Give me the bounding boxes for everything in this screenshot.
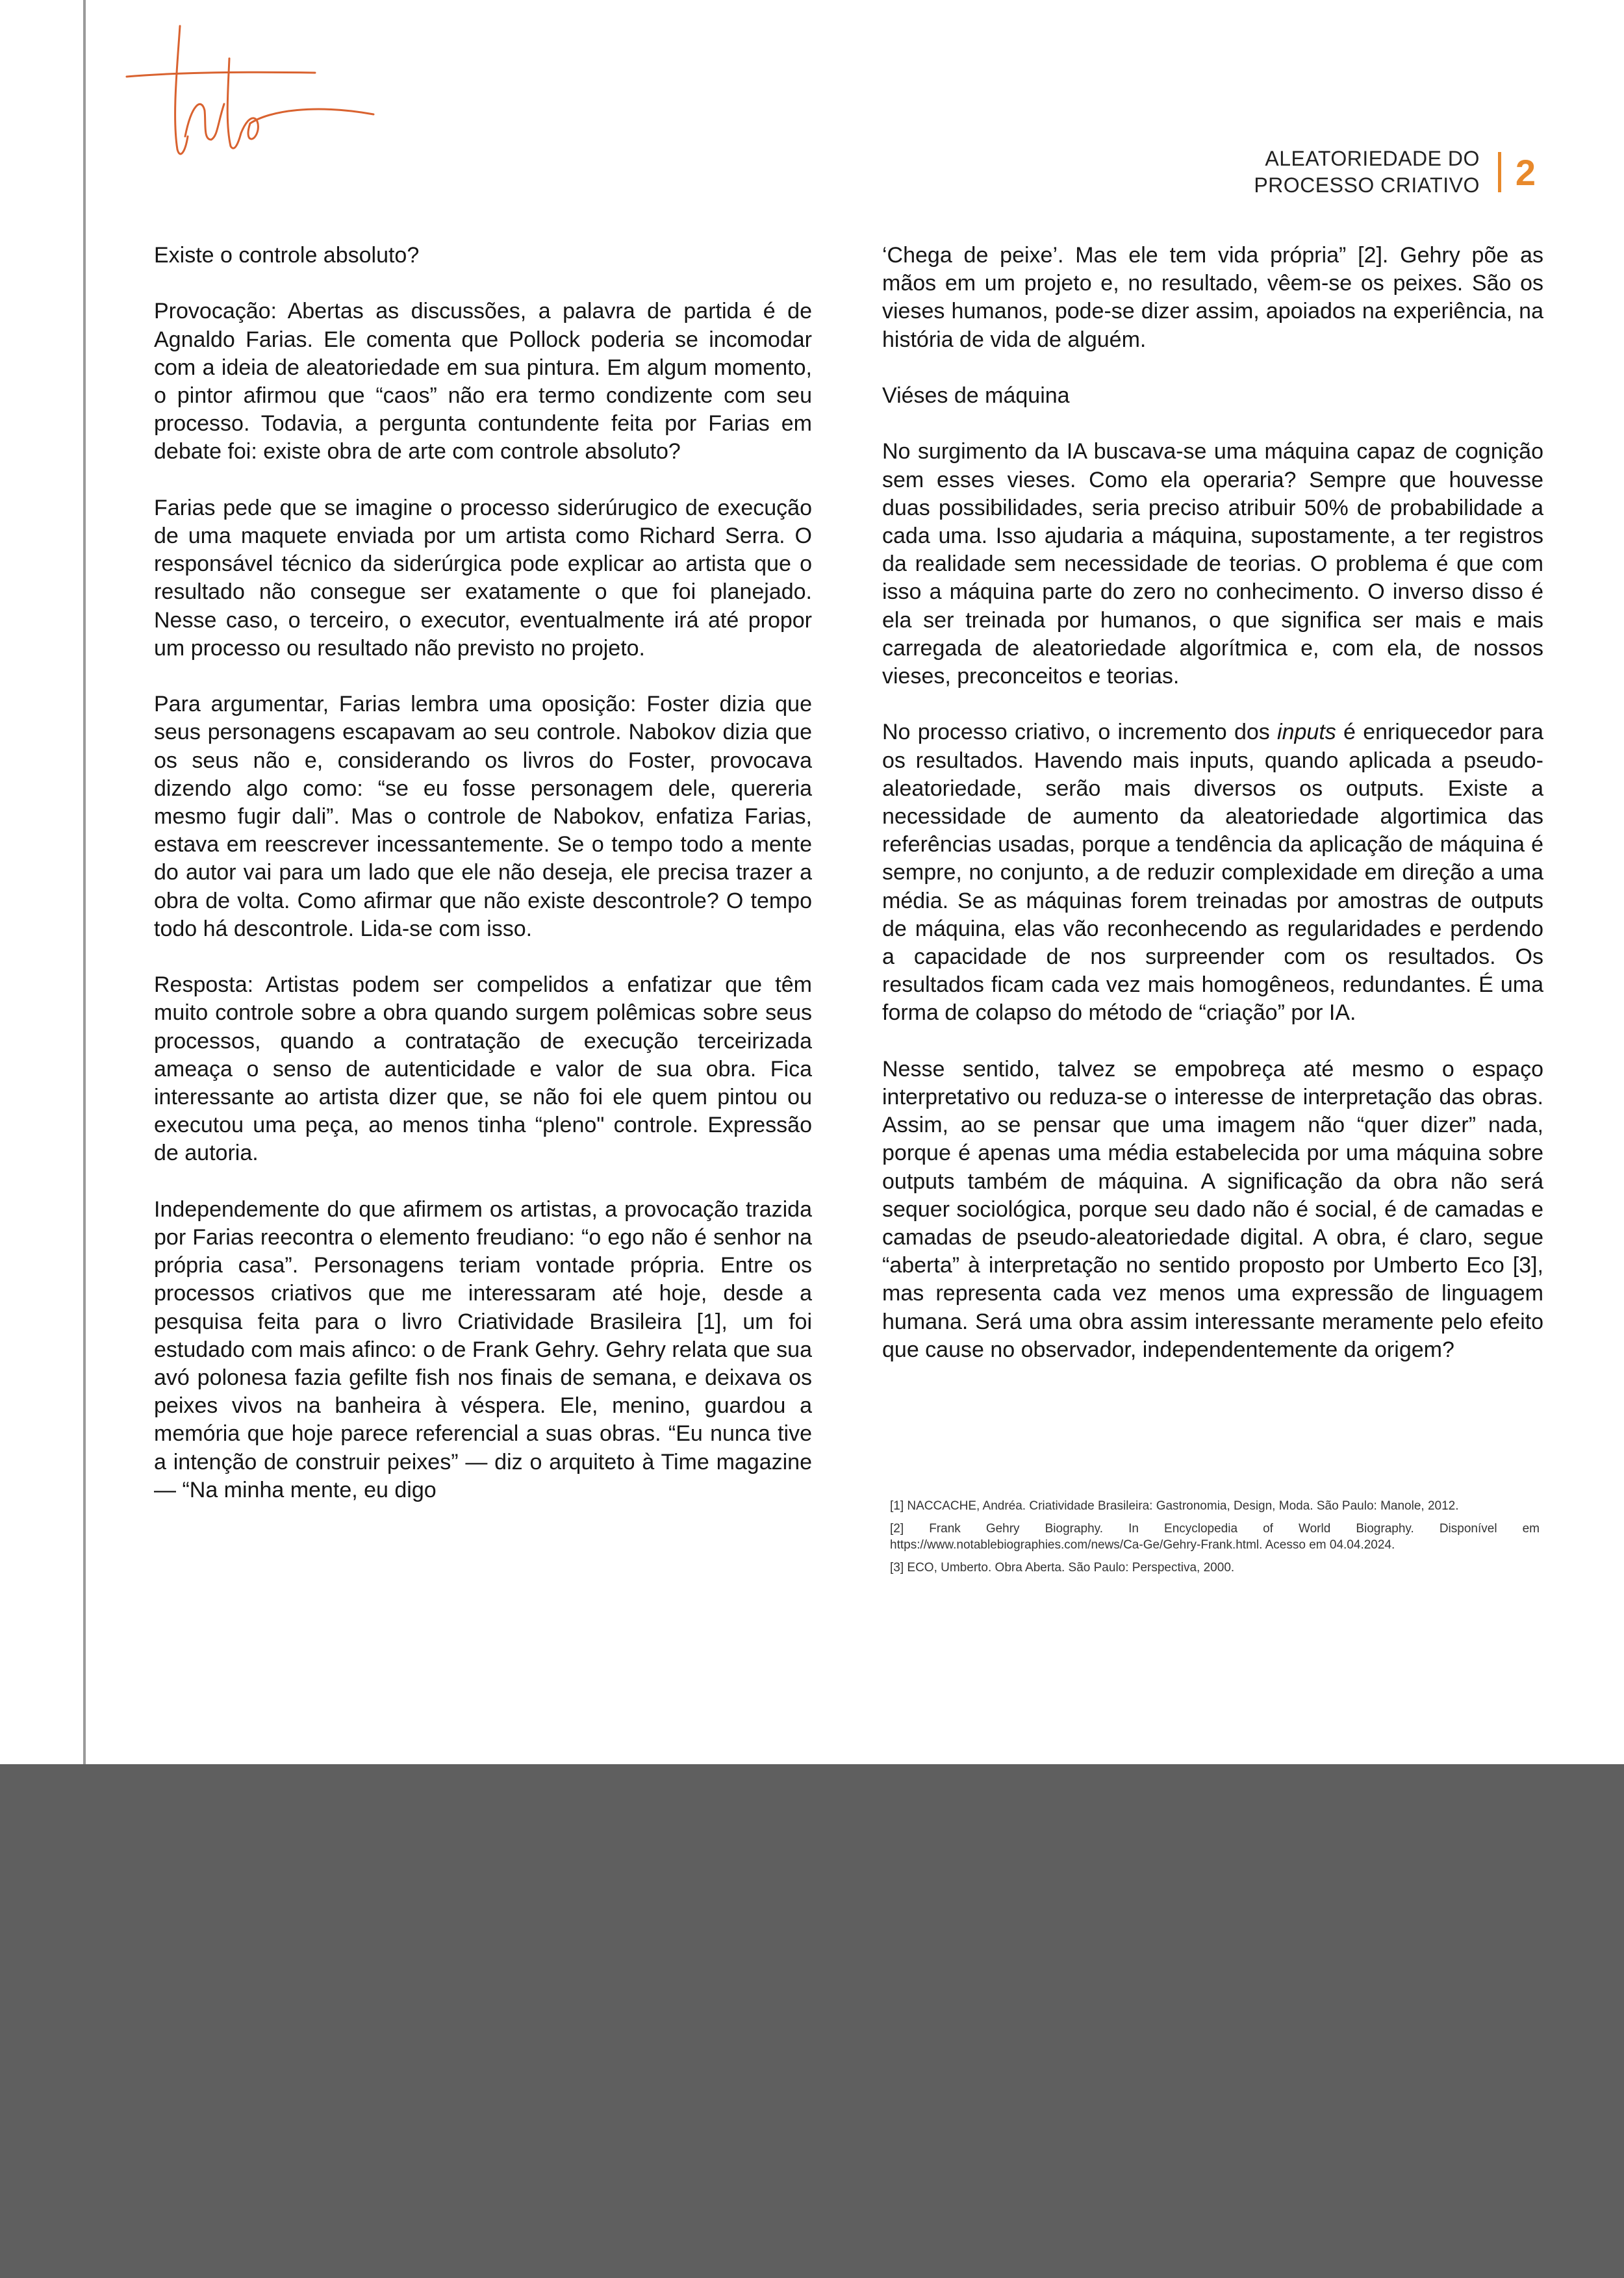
section-title-line-1: ALEATORIEDADE DO: [1265, 147, 1480, 170]
paragraph: Independemente do que afirmem os artistas, a provocação trazida por Farias reecontra o elemento freudiano: “o ego não é senhor na própria casa”. Personagens teriam vontade própria. Entre os processos criativos que me interessaram até hoje, desde a pesquisa feita para o livro Criatividade Brasileira [1], um foi estudado com mais afinco: o de Frank Gehry. Gehry relata que sua avó polonesa fazia gefilte fish nos finais de semana, e deixava os peixes vivos na banheira à véspera. Ele, menino, guardou a memória que hoje parece referencial a suas obras. “Eu nunca tive a intenção de construir peixes” — diz o arquiteto à Time magazine — “Na minha mente, eu digo: [154, 1196, 812, 1502]
header-divider: [1498, 152, 1501, 192]
text-span: é enriquecedor para os resultados. Havendo mais inputs, quando aplicada a pseudo-aleatoriedade, serão mais diversos os outputs. Existe a necessidade de aumento da aleatoriedade algortimica das referências usadas, porque a tendência da aplicação de máquina é sempre, no conjunto, a de reduzir complexidade em direção a uma média. Se as máquinas forem treinadas por amostras de outputs de máquina, elas vão reconhecendo as regularidades e perdendo a capacidade de nos surpreender com os resultados. Os resultados ficam cada vez mais homogêneos, redundantes. É uma forma de colapso do método de “criação” por IA.: [882, 720, 1543, 1026]
paragraph: ‘Chega de peixe’. Mas ele tem vida própria” [2]. Gehry põe as mãos em um projeto e, no resultado, vêem-se os peixes. São os vieses humanos, pode-se dizer assim, apoiados na experiência, na história de vida de alguém.: [882, 243, 1543, 352]
section-title-line-2: PROCESSO CRIATIVO: [1254, 173, 1480, 197]
paragraph: Provocação: Abertas as discussões, a palavra de partida é de Agnaldo Farias. Ele comenta que Pollock poderia se incomodar com a ideia de aleatoriedade em sua pintura. Em algum momento, o pintor afirmou que “caos” não era termo condizente com seu processo. Todavia, a pergunta contundente feita por Farias em debate foi: existe obra de arte com controle absoluto?: [154, 299, 812, 464]
section-title: [1254, 146, 1480, 199]
left-column: [154, 242, 812, 1532]
footer-band: [0, 1764, 1624, 2278]
italic-term: inputs: [1277, 720, 1336, 745]
footnote: [1] NACCACHE, Andréa. Criatividade Brasileira: Gastronomia, Design, Moda. São Paulo: Manole, 2012.: [890, 1499, 1459, 1513]
paragraph: [882, 718, 1543, 1027]
section-heading-controle: Existe o controle absoluto?: [154, 243, 420, 268]
page-header: [1254, 146, 1536, 199]
paragraph: Nesse sentido, talvez se empobreça até mesmo o espaço interpretativo ou reduza-se o interesse de interpretação das obras. Assim, ao se pensar que uma imagem não “quer dizer” nada, porque é apenas uma média estabelecida por uma máquina sobre outputs também de máquina. A significação da obra não será sequer sociológica, porque seu dado não é social, é de camadas e camadas de pseudo-aleatoriedade digital. A obra, é claro, segue “aberta” à interpretação no sentido proposto por Umberto Eco [3], mas representa cada vez menos uma expressão de linguagem humana. Será uma obra assim interessante meramente pelo efeito que cause no observador, independentemente da origem?: [882, 1056, 1543, 1362]
paragraph: Resposta: Artistas podem ser compelidos a enfatizar que têm muito controle sobre a obra quando surgem polêmicas sobre seus processos, quando a contratação de execução terceirizada ameaça o senso de autenticidade e valor de sua obra. Fica interessante ao artista dizer que, se não foi ele quem pintou ou executou uma peça, ao menos tinha “pleno" controle. Expressão de autoria.: [154, 972, 812, 1166]
tato-logo: [120, 19, 380, 169]
footnotes: [890, 1498, 1540, 1582]
right-column: [882, 242, 1543, 1392]
paragraph: Farias pede que se imagine o processo siderúrugico de execução de uma maquete enviada por um artista como Richard Serra. O responsável técnico da siderúrgica pode explicar ao artista que o resultado não consegue ser exatamente o que foi planejado. Nesse caso, o terceiro, o executor, eventualmente irá até propor um processo ou resultado não previsto no projeto.: [154, 495, 812, 661]
paragraph: No surgimento da IA buscava-se uma máquina capaz de cognição sem esses vieses. Como ela operaria? Sempre que houvesse duas possibilidades, seria preciso atribuir 50% de probabilidade a cada uma. Isso ajudaria a máquina, supostamente, a ter registros da realidade sem necessidade de teorias. O problema é que com isso a máquina parte do zero no conhecimento. O inverso disso é ela ser treinada por humanos, o que significa ser mais e mais carregada de aleatoriedade algorítmica e, com ela, de nossos vieses, preconceitos e teorias.: [882, 439, 1543, 689]
section-heading-vieses: Viéses de máquina: [882, 383, 1070, 408]
footnote: [3] ECO, Umberto. Obra Aberta. São Paulo: Perspectiva, 2000.: [890, 1561, 1235, 1575]
paragraph: Para argumentar, Farias lembra uma oposição: Foster dizia que seus personagens escapavam ao seu controle. Nabokov dizia que os seus não e, considerando os livros do Foster, provocava dizendo algo como: “se eu fosse personagem dele, quereria mesmo fugir dali”. Mas o controle de Nabokov, enfatiza Farias, estava em reescrever incessantemente. Se o tempo todo a mente do autor vai para um lado que ele não deseja, ele precisa trazer a obra de volta. Como afirmar que não existe descontrole? O tempo todo há descontrole. Lida-se com isso.: [154, 692, 812, 941]
text-span: No processo criativo, o incremento dos: [882, 720, 1278, 745]
page-number: 2: [1515, 151, 1536, 193]
footnote: [2] Frank Gehry Biography. In Encyclopedia of World Biography. Disponível em https://www.notablebiographies.com/news/Ca-Ge/Gehry-Frank.html. Acesso em 04.04.2024.: [890, 1522, 1540, 1552]
